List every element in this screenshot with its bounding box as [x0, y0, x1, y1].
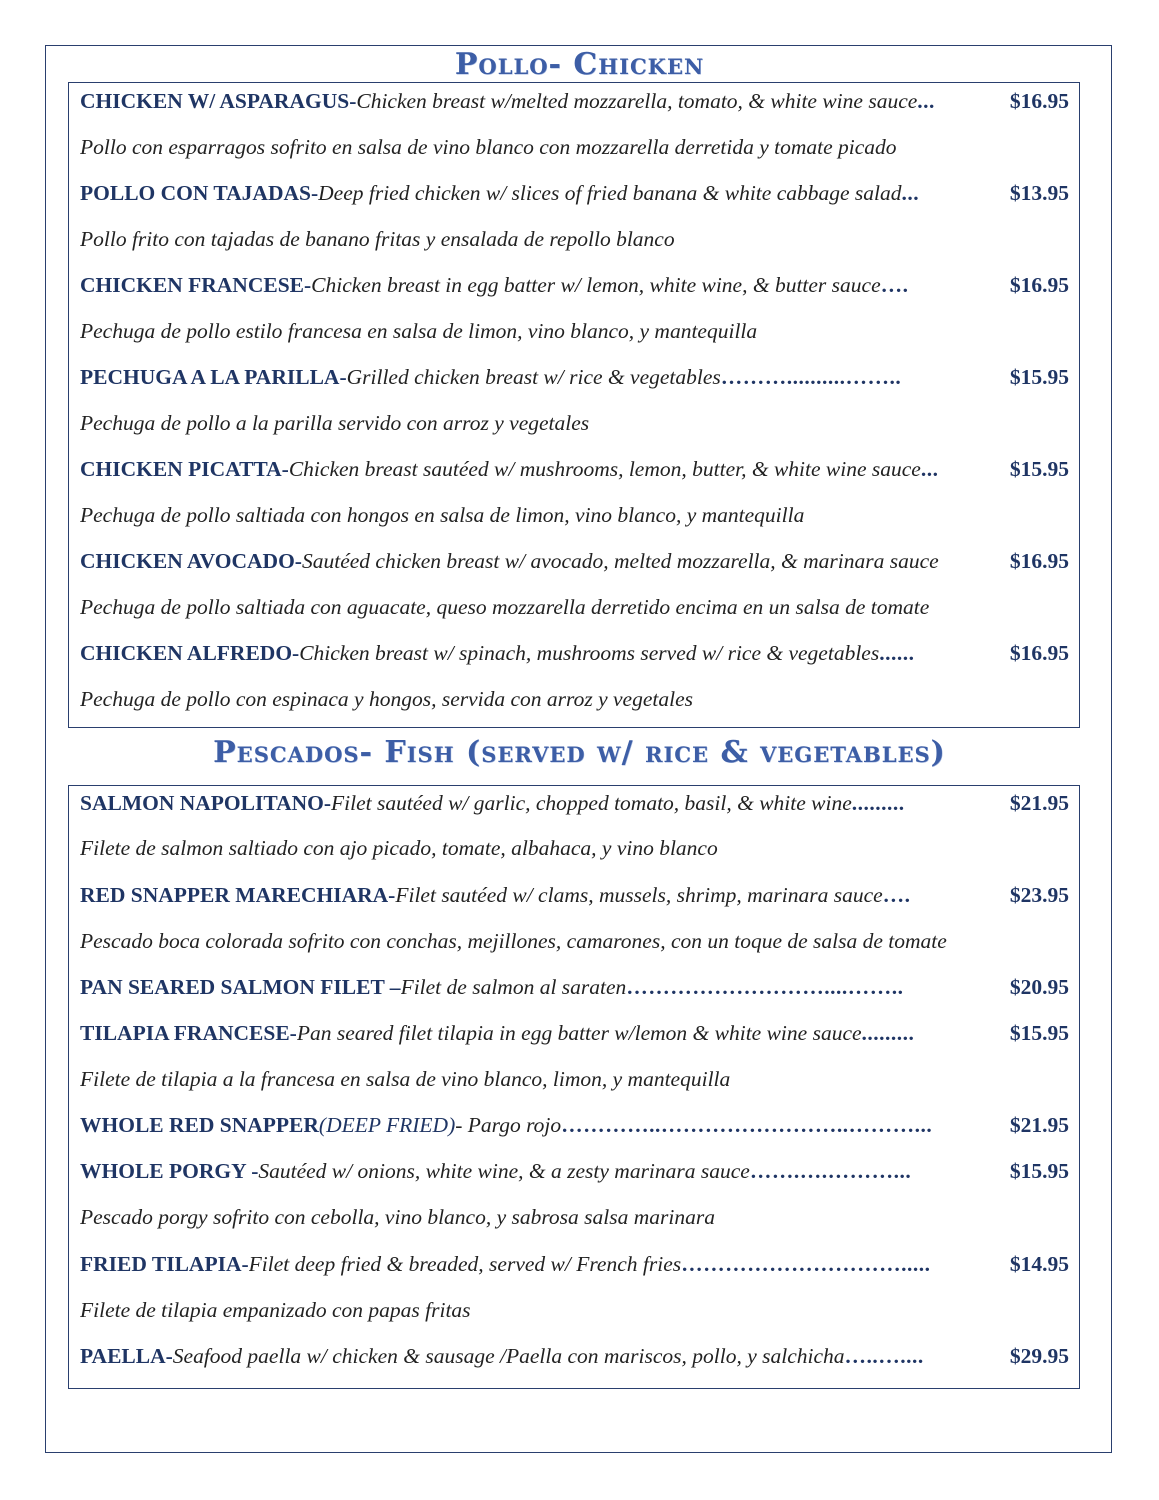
item-name: CHICKEN W/ ASPARAGUS- — [80, 89, 357, 113]
menu-item-chicken-asparagus — [80, 85, 1069, 117]
item-translation: Filete de tilapia empanizado con papas fritas — [80, 1298, 471, 1322]
section-title-chicken: Pollo- Chicken — [454, 47, 705, 82]
item-price: $15.95 — [1009, 457, 1069, 481]
item-name: FRIED TILAPIA- — [80, 1252, 249, 1276]
menu-item-paella — [80, 1340, 1069, 1372]
item-name: CHICKEN PICATTA- — [80, 457, 289, 481]
item-price: $23.95 — [1009, 883, 1069, 907]
section-title-fish: Pescados- Fish (served w/ rice & vegetables) — [213, 735, 946, 770]
item-translation: Filete de tilapia a la francesa en salsa de vino blanco, limon, y mantequilla — [80, 1067, 731, 1091]
item-leader-dots: ......... — [861, 1021, 915, 1045]
item-description: Filet sautéed w/ garlic, chopped tomato, basil, & white wine — [331, 791, 852, 815]
item-leader-dots: …. — [880, 273, 909, 297]
item-price: $15.95 — [1009, 1021, 1069, 1045]
menu-item-chicken-alfredo — [80, 637, 1069, 669]
item-name: WHOLE PORGY - — [80, 1159, 259, 1183]
item-price: $16.95 — [1009, 549, 1069, 573]
item-name: WHOLE RED SNAPPER — [80, 1113, 319, 1137]
item-name: CHICKEN FRANCESE- — [80, 273, 312, 297]
item-leader-dots: ………..........…….. — [720, 365, 902, 389]
item-name: POLLO CON TAJADAS- — [80, 181, 319, 205]
item-name: TILAPIA FRANCESE- — [80, 1021, 297, 1045]
menu-item-fried-tilapia — [80, 1248, 1069, 1280]
item-description: Seafood paella w/ chicken & sausage /Paella con mariscos, pollo, y salchicha — [172, 1344, 845, 1368]
item-name: CHICKEN ALFREDO- — [80, 641, 300, 665]
item-translation: Pechuga de pollo con espinaca y hongos, servida con arroz y vegetales — [80, 687, 694, 711]
item-leader-dots: …. — [882, 883, 911, 907]
item-translation: Pescado porgy sofrito con cebolla, vino blanco, y sabrosa salsa marinara — [80, 1205, 715, 1229]
menu-item-whole-porgy — [80, 1155, 1069, 1187]
menu-item-tilapia-francese — [80, 1017, 1069, 1049]
item-leader-dots: …….….………... — [749, 1159, 912, 1183]
item-description: Deep fried chicken w/ slices of fried banana & white cabbage salad — [318, 181, 902, 205]
item-translation: Pechuga de pollo saltiada con hongos en salsa de limon, vino blanco, y mantequilla — [80, 503, 805, 527]
item-name: RED SNAPPER MARECHIARA- — [80, 883, 396, 907]
item-description: Filet de salmon al saraten — [400, 975, 627, 999]
item-leader-dots: ... — [917, 89, 935, 113]
item-price: $15.95 — [1009, 365, 1069, 389]
item-translation: Pechuga de pollo a la parilla servido con arroz y vegetales — [80, 411, 590, 435]
fish-menu-box — [68, 785, 1080, 1389]
item-description: Pan seared filet tilapia in egg batter w/lemon & white wine sauce — [296, 1021, 862, 1045]
menu-item-pollo-con-tajadas — [80, 177, 1069, 209]
item-price: $21.95 — [1009, 1113, 1069, 1137]
item-translation: Filete de salmon saltiado con ajo picado, tomate, albahaca, y vino blanco — [80, 836, 718, 860]
item-description: Filet deep fried & breaded, served w/ French fries — [248, 1252, 682, 1276]
item-description: Sautéed chicken breast w/ avocado, melted mozzarella, & marinara sauce — [301, 549, 939, 573]
item-price: $15.95 — [1009, 1159, 1069, 1183]
item-price: $21.95 — [1009, 791, 1069, 815]
item-name: SALMON NAPOLITANO- — [80, 791, 332, 815]
item-leader-dots: ......... — [851, 791, 905, 815]
item-translation: Pechuga de pollo estilo francesa en salsa de limon, vino blanco, y mantequilla — [80, 319, 758, 343]
item-price: $16.95 — [1009, 641, 1069, 665]
item-price: $13.95 — [1009, 181, 1069, 205]
menu-item-pechuga-a-la-parilla — [80, 361, 1069, 393]
item-description: Chicken breast in egg batter w/ lemon, white wine, & butter sauce — [311, 273, 881, 297]
item-leader-dots: …………..……………………..………... — [561, 1113, 933, 1137]
item-price: $14.95 — [1009, 1252, 1069, 1276]
item-description: Chicken breast sautéed w/ mushrooms, lemon, butter, & white wine sauce — [288, 457, 921, 481]
item-price: $20.95 — [1009, 975, 1069, 999]
item-price: $29.95 — [1009, 1344, 1069, 1368]
item-description: Sautéed w/ onions, white wine, & a zesty marinara sauce — [258, 1159, 750, 1183]
menu-item-salmon-napolitano — [80, 787, 1069, 819]
item-description: Filet sautéed w/ clams, mussels, shrimp, marinara sauce — [395, 883, 883, 907]
item-name: CHICKEN AVOCADO- — [80, 549, 302, 573]
item-description: Grilled chicken breast w/ rice & vegetables — [346, 365, 721, 389]
item-leader-dots: ... — [901, 181, 920, 205]
menu-item-chicken-picatta — [80, 453, 1069, 485]
menu-item-chicken-avocado — [80, 545, 1069, 577]
item-leader-dots: ...... — [879, 641, 915, 665]
item-leader-dots: ... — [920, 457, 939, 481]
chicken-menu-box — [68, 82, 1080, 728]
item-description: Chicken breast w/melted mozzarella, tomato, & white wine sauce — [356, 89, 918, 113]
item-price: $16.95 — [1009, 89, 1069, 113]
item-note: (DEEP FRIED) — [318, 1113, 456, 1137]
item-translation: Pechuga de pollo saltiada con aguacate, queso mozzarella derretido encima en un salsa de tomate — [80, 595, 930, 619]
item-name: PECHUGA A LA PARILLA- — [80, 365, 347, 389]
item-leader-dots: …………………………..... — [681, 1252, 931, 1276]
item-name: PAN SEARED SALMON FILET – — [80, 975, 401, 999]
item-leader-dots: ………………………....…….. — [626, 975, 904, 999]
item-translation: Pollo con esparragos sofrito en salsa de vino blanco con mozzarella derretida y tomate picado — [80, 135, 897, 159]
item-price: $16.95 — [1009, 273, 1069, 297]
item-name: PAELLA- — [80, 1344, 173, 1368]
item-description: - Pargo rojo — [455, 1113, 562, 1137]
item-description: Chicken breast w/ spinach, mushrooms served w/ rice & vegetables — [299, 641, 880, 665]
menu-item-pan-seared-salmon-filet — [80, 971, 1069, 1003]
item-leader-dots: …..….... — [844, 1344, 924, 1368]
menu-item-whole-red-snapper — [80, 1109, 1069, 1141]
menu-item-chicken-francese — [80, 269, 1069, 301]
item-translation: Pollo frito con tajadas de banano fritas y ensalada de repollo blanco — [80, 227, 675, 251]
menu-item-red-snapper-marechiara — [80, 879, 1069, 911]
item-translation: Pescado boca colorada sofrito con conchas, mejillones, camarones, con un toque de salsa de tomate — [80, 929, 947, 953]
